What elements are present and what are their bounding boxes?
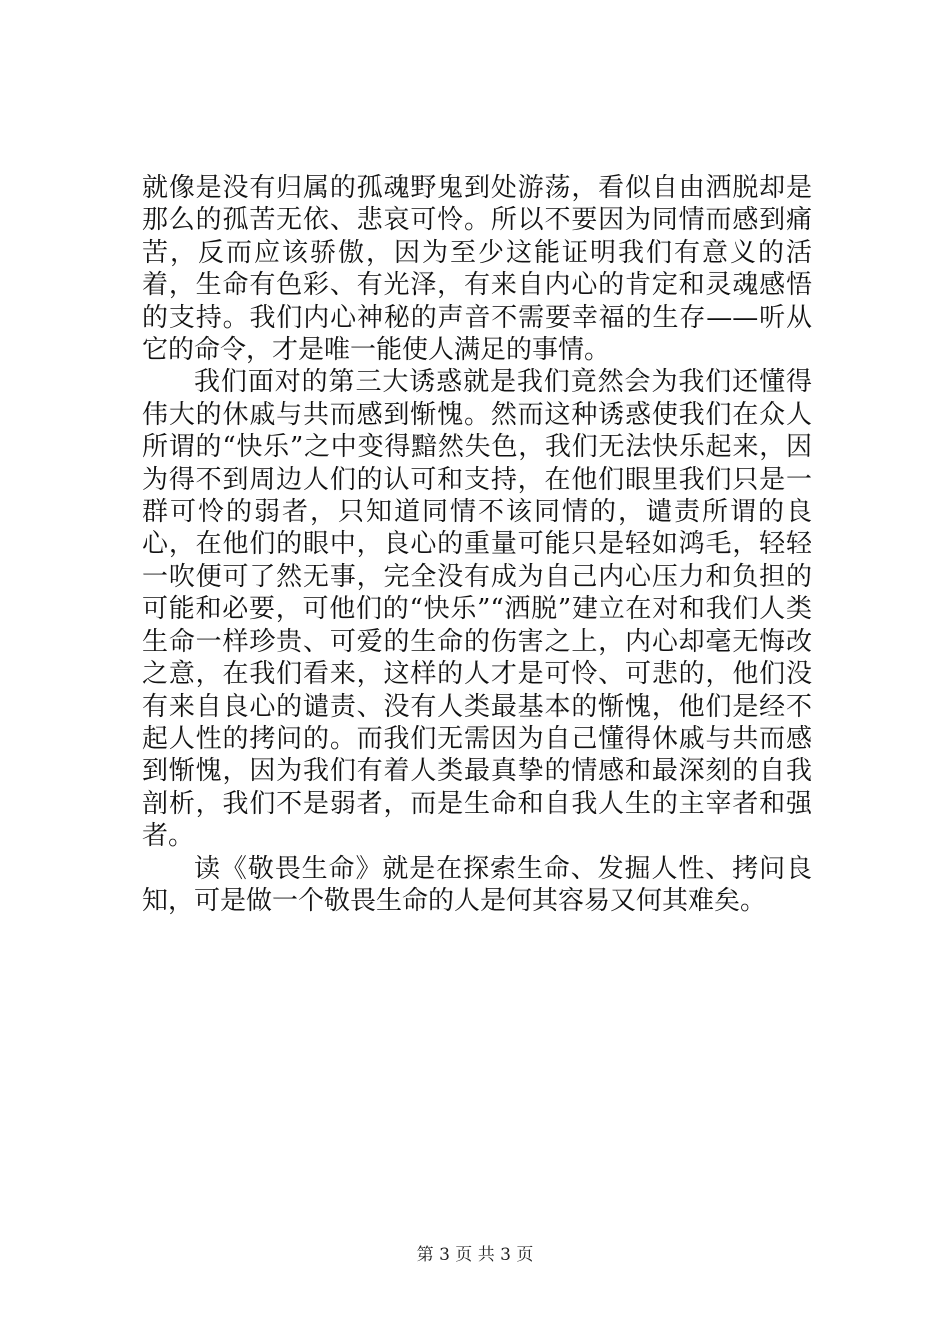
paragraph-2: 我们面对的第三大诱惑就是我们竟然会为我们还懂得伟大的休戚与共而感到惭愧。然而这种诱惑使我们在众人所谓的“快乐”之中变得黯然失色，我们无法快乐起来，因为得不到周边人们的认可和支持，在他们眼里我们只是一群可怜的弱者，只知道同情不该同情的，谴责所谓的良心，在他们的眼中，良心的重量可能只是轻如鸿毛，轻轻一吹便可了然无事，完全没有成为自己内心压力和负担的可能和必要，可他们的“快乐”“洒脱”建立在对和我们人类生命一样珍贵、可爱的生命的伤害之上，内心却毫无悔改之意，在我们看来，这样的人才是可怜、可悲的，他们没有来自良心的谴责、没有人类最基本的惭愧，他们是经不起人性的拷问的。而我们无需因为自己懂得休戚与共而感到惭愧，因为我们有着人类最真挚的情感和最深刻的自我剖析，我们不是弱者，而是生命和自我人生的主宰者和强者。 <box>142 367 812 852</box>
paragraph-1: 就像是没有归属的孤魂野鬼到处游荡，看似自由洒脱却是那么的孤苦无依、悲哀可怜。所以不要因为同情而感到痛苦，反而应该骄傲，因为至少这能证明我们有意义的活着，生命有色彩、有光泽，有来自内心的肯定和灵魂感悟的支持。我们内心神秘的声音不需要幸福的生存——听从它的命令，才是唯一能使人满足的事情。 <box>142 173 812 366</box>
page-footer: 第 3 页 共 3 页 <box>416 1245 534 1265</box>
body-text <box>142 172 812 917</box>
paragraph-3: 读《敬畏生命》就是在探索生命、发掘人性、拷问良知，可是做一个敬畏生命的人是何其容易又何其难矣。 <box>142 853 812 916</box>
